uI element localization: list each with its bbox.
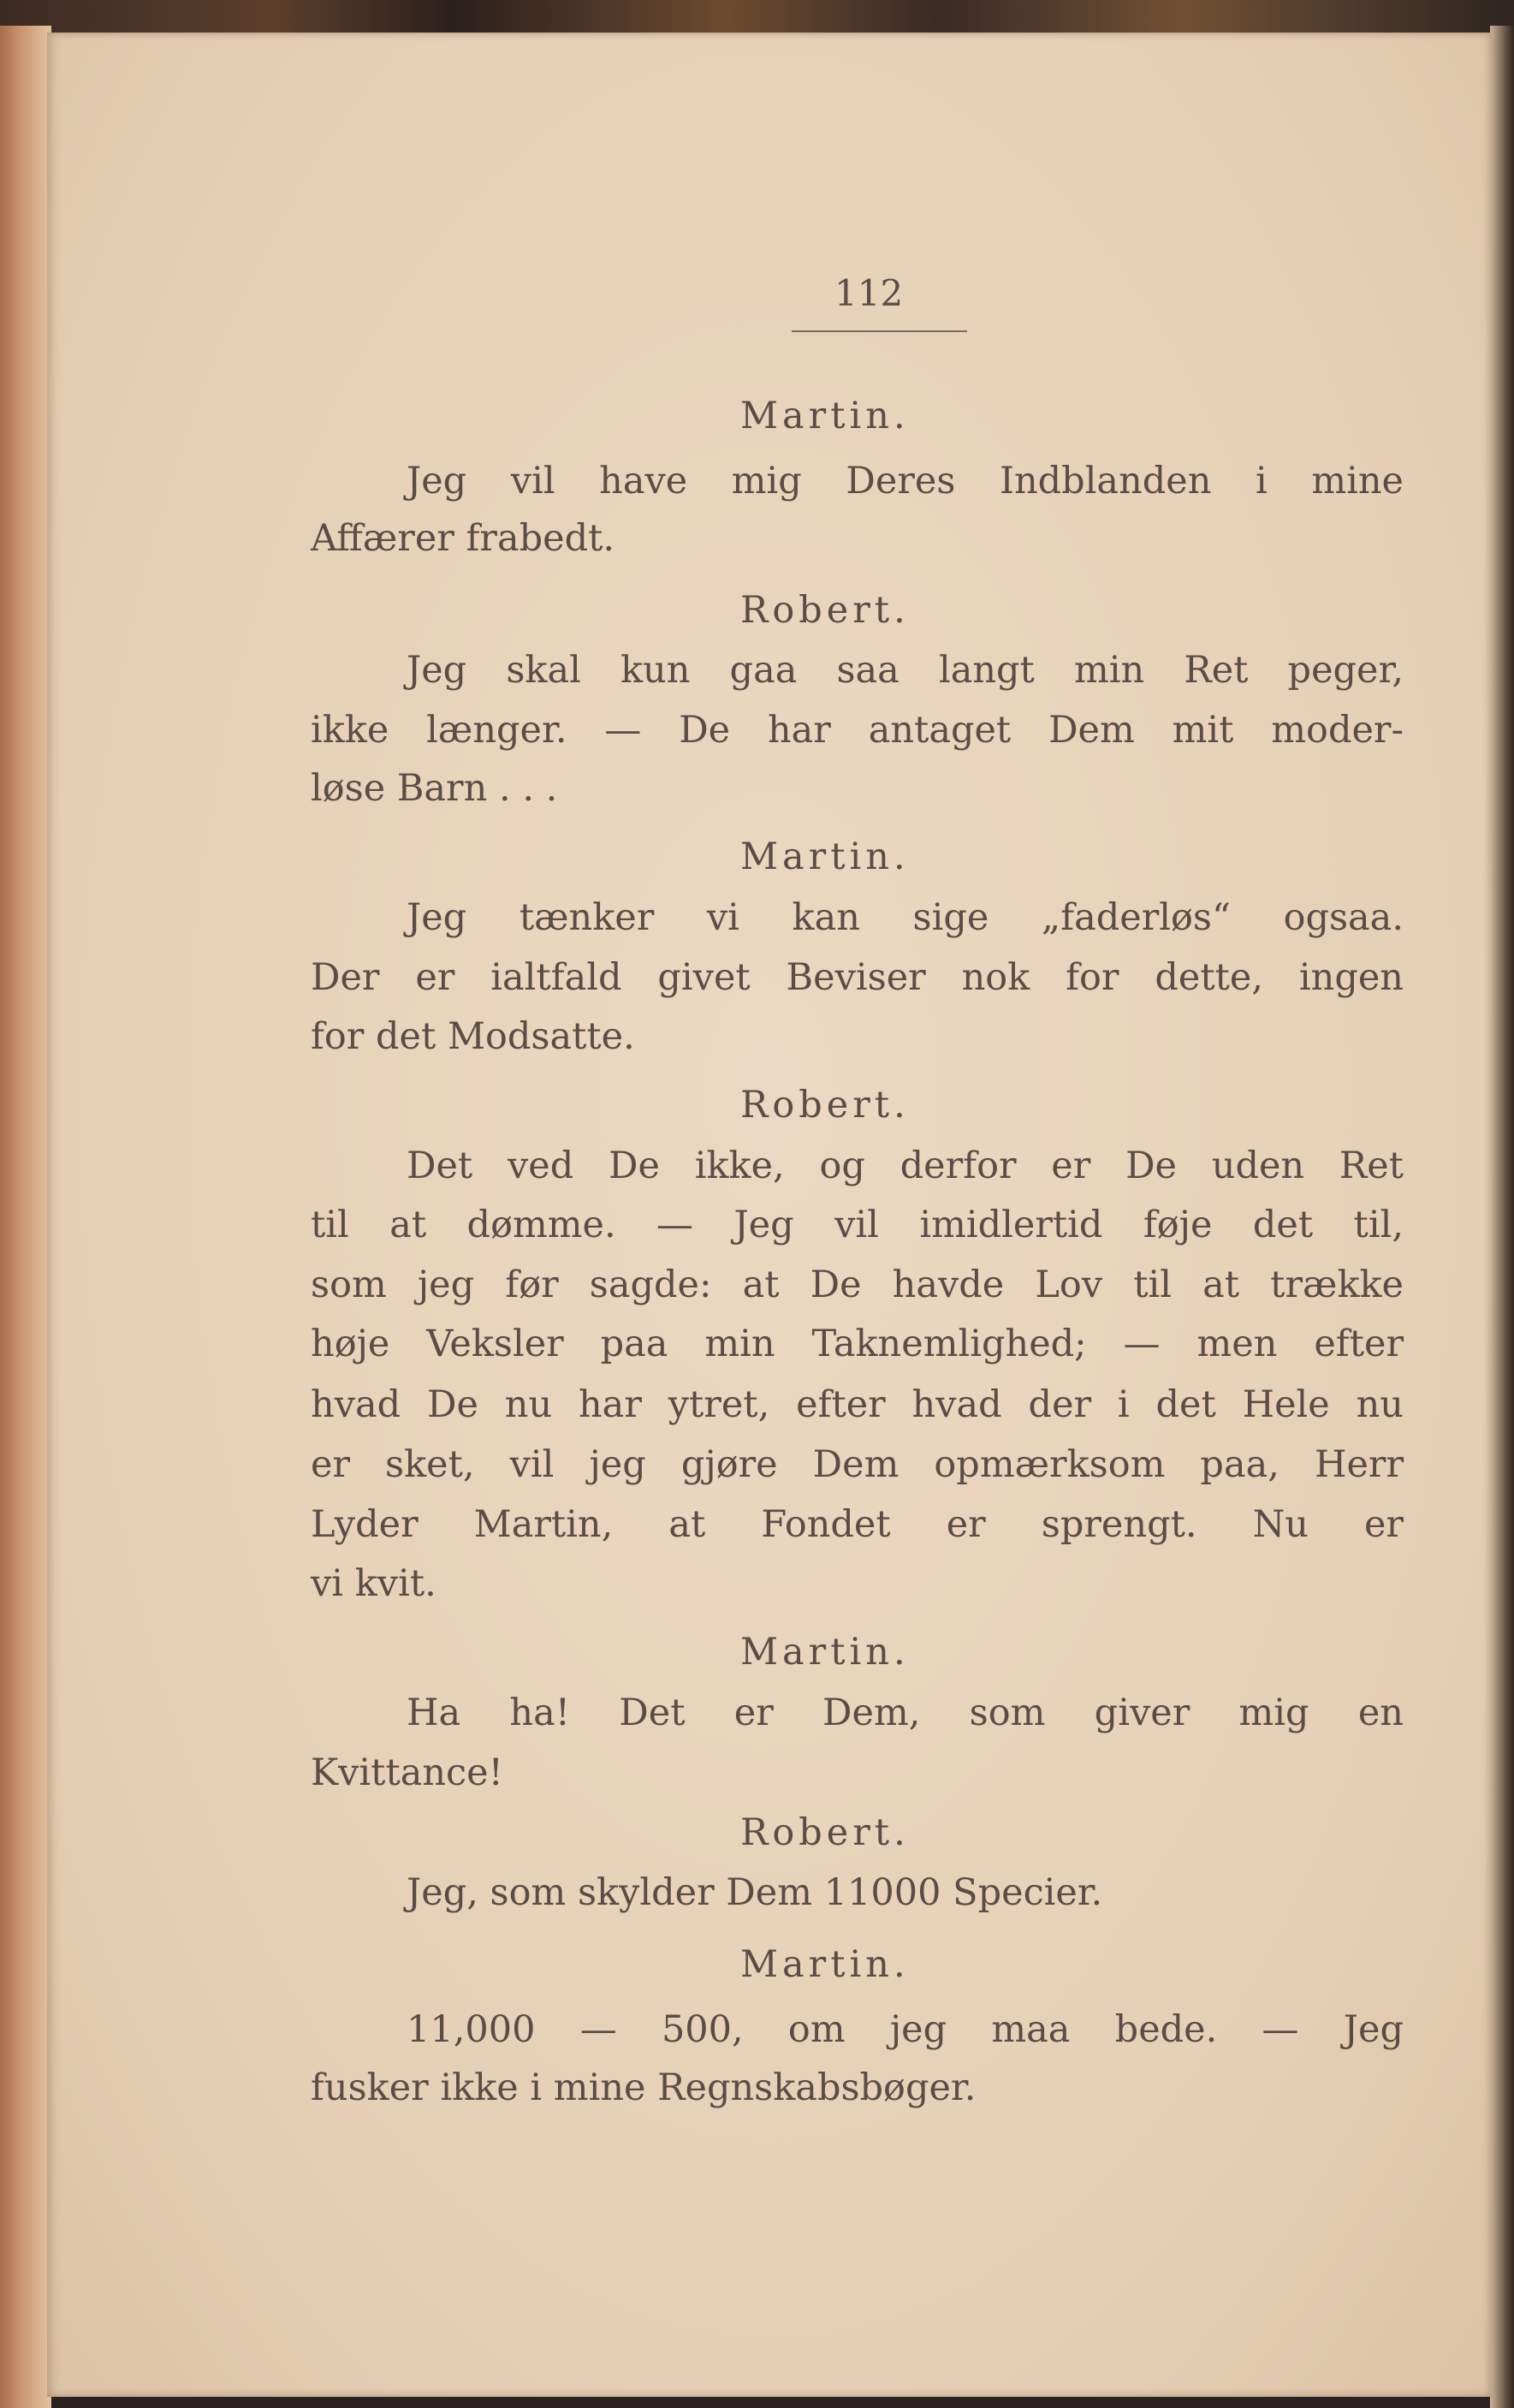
dialogue-line: Kvittance!	[311, 1751, 503, 1794]
book-cover-edge	[0, 0, 1514, 34]
dialogue-line: som jeg før sagde: at De havde Lov til at trække	[311, 1263, 1404, 1306]
speaker-name: Robert.	[740, 1811, 910, 1854]
dialogue-line: Jeg, som skylder Dem 11000 Specier.	[407, 1871, 1103, 1914]
dialogue-line: hvad De nu har ytret, efter hvad der i det Hele nu	[311, 1383, 1404, 1426]
dialogue-line: til at dømme. — Jeg vil imidlertid føje det til,	[311, 1204, 1404, 1246]
dialogue-line: løse Barn . . .	[311, 767, 558, 810]
page-number: 112	[834, 272, 904, 314]
dialogue-line: ikke længer. — De har antaget Dem mit moder-	[311, 709, 1404, 752]
dialogue-line: høje Veksler paa min Taknemlighed; — men efter	[311, 1323, 1404, 1365]
dialogue-line: Jeg vil have mig Deres Indblanden i mine	[407, 460, 1404, 502]
book-binding	[0, 26, 51, 2408]
speaker-name: Robert.	[740, 589, 910, 632]
page-edge	[1490, 26, 1514, 2408]
dialogue-line: Jeg tænker vi kan sige „faderløs“ ogsaa.	[407, 896, 1404, 939]
dialogue-line: Jeg skal kun gaa saa langt min Ret peger,	[407, 649, 1404, 692]
dialogue-line: Der er ialtfald givet Beviser nok for dette, ingen	[311, 956, 1404, 999]
dialogue-line: fusker ikke i mine Regnskabsbøger.	[311, 2066, 977, 2109]
speaker-name: Robert.	[740, 1084, 910, 1127]
dialogue-line: for det Modsatte.	[311, 1015, 635, 1058]
speaker-name: Martin.	[740, 1943, 910, 1986]
speaker-name: Martin.	[740, 835, 910, 878]
dialogue-line: 11,000 — 500, om jeg maa bede. — Jeg	[407, 2008, 1404, 2051]
dialogue-line: Affærer frabedt.	[311, 517, 615, 560]
page	[47, 33, 1492, 2397]
dialogue-line: er sket, vil jeg gjøre Dem opmærksom paa, Herr	[311, 1443, 1404, 1486]
dialogue-line: Ha ha! Det er Dem, som giver mig en	[407, 1692, 1404, 1734]
speaker-name: Martin.	[740, 1631, 910, 1674]
dialogue-line: vi kvit.	[311, 1562, 436, 1605]
header-rule	[792, 330, 967, 332]
speaker-name: Martin.	[740, 395, 910, 437]
dialogue-line: Det ved De ikke, og derfor er De uden Ret	[407, 1145, 1404, 1187]
dialogue-line: Lyder Martin, at Fondet er sprengt. Nu er	[311, 1503, 1404, 1546]
